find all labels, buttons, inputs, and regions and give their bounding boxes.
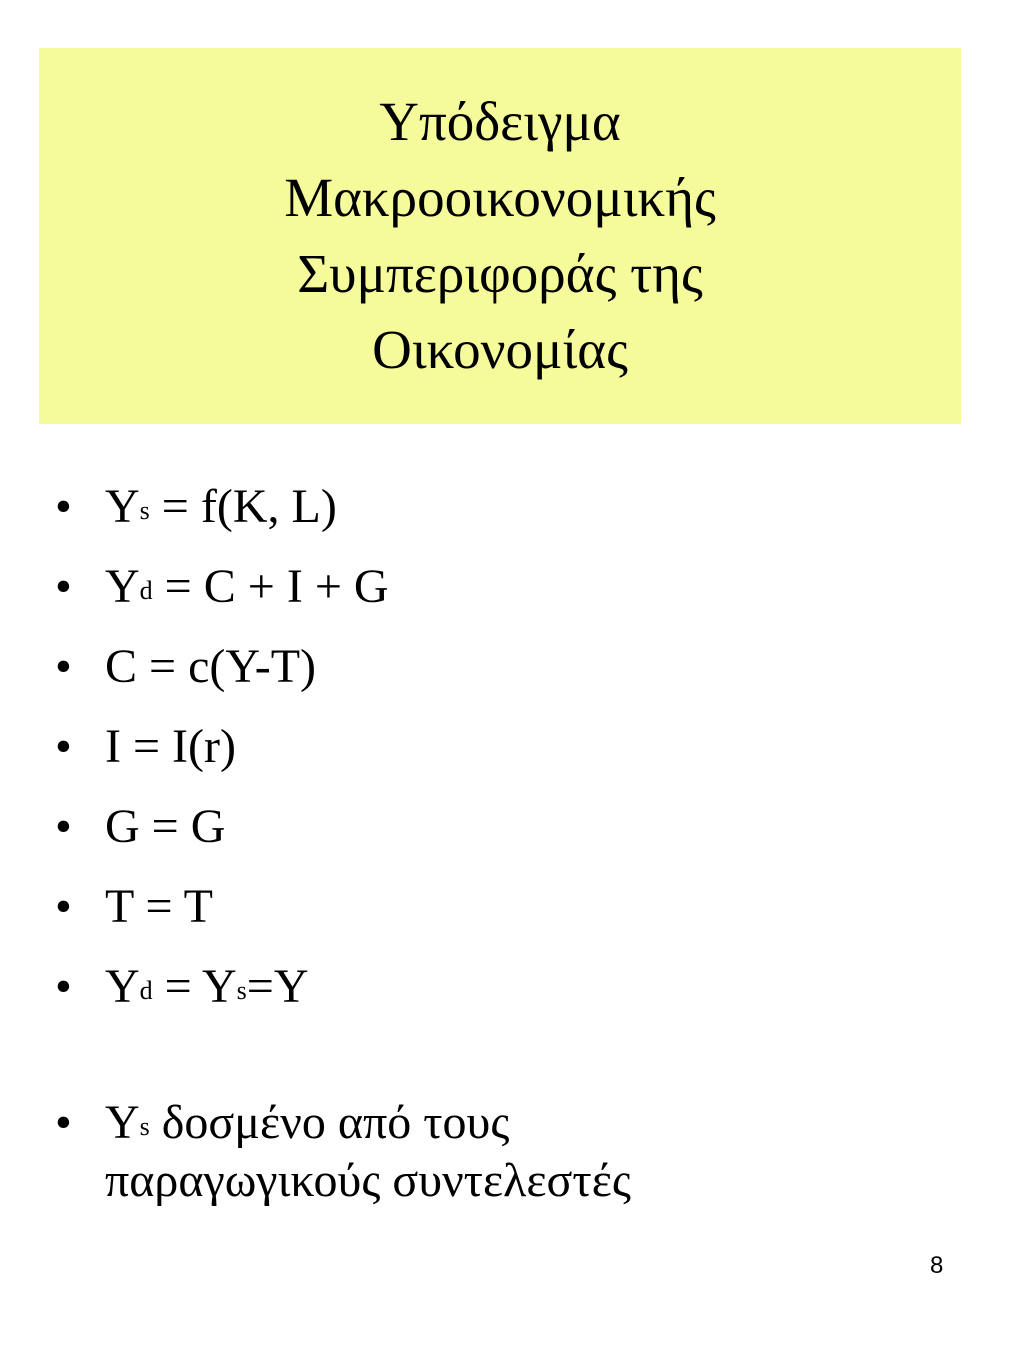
equation-superscript: d xyxy=(139,576,153,605)
equation-base: Y xyxy=(105,480,140,533)
bullet-item xyxy=(55,558,975,616)
equation-text: C = c(Y-T) xyxy=(105,640,317,693)
equation-superscript: s xyxy=(236,976,247,1005)
slide-title xyxy=(284,84,716,388)
title-box xyxy=(39,48,961,424)
equation-base: Y xyxy=(105,560,140,613)
equation-superscript: s xyxy=(139,1112,150,1141)
bullet-item xyxy=(55,718,975,776)
bullet-icon: • xyxy=(55,960,72,1013)
equation-rest: = f(K, L) xyxy=(149,480,337,533)
bullet-icon: • xyxy=(55,640,72,693)
bullet-item xyxy=(55,958,975,1016)
bullet-item xyxy=(55,1094,975,1210)
bullet-item xyxy=(55,798,975,856)
bullet-line: παραγωγικούς συντελεστές xyxy=(105,1154,631,1207)
equation-superscript: s xyxy=(139,496,150,525)
bullet-icon: • xyxy=(55,560,72,613)
bullet-item xyxy=(55,878,975,936)
equation-middle: = Y xyxy=(152,960,237,1013)
bullet-icon: • xyxy=(55,800,72,853)
bullet-spacer xyxy=(55,1038,975,1094)
title-line: Υπόδειγμα xyxy=(379,91,621,152)
bullet-icon: • xyxy=(55,1096,72,1149)
equation-text: T = T xyxy=(105,880,213,933)
equation-base: Y xyxy=(105,960,140,1013)
page-number: 8 xyxy=(930,1252,944,1279)
title-line: Οικονομίας xyxy=(372,319,628,380)
title-line: Μακροοικονομικής xyxy=(284,167,716,228)
bullet-list xyxy=(55,478,975,1232)
equation-rest: =Y xyxy=(246,960,309,1013)
equation-text: G = G xyxy=(105,800,226,853)
bullet-icon: • xyxy=(55,480,72,533)
equation-rest: = C + I + G xyxy=(152,560,389,613)
bullet-icon: • xyxy=(55,720,72,773)
bullet-item xyxy=(55,638,975,696)
bullet-item xyxy=(55,478,975,536)
equation-text: I = I(r) xyxy=(105,720,236,773)
title-line: Συμπεριφοράς της xyxy=(297,243,703,304)
bullet-text: δοσμένο από τους xyxy=(149,1096,510,1149)
bullet-icon: • xyxy=(55,880,72,933)
equation-base: Y xyxy=(105,1096,140,1149)
equation-superscript: d xyxy=(139,976,153,1005)
bullet-line xyxy=(105,1094,975,1152)
